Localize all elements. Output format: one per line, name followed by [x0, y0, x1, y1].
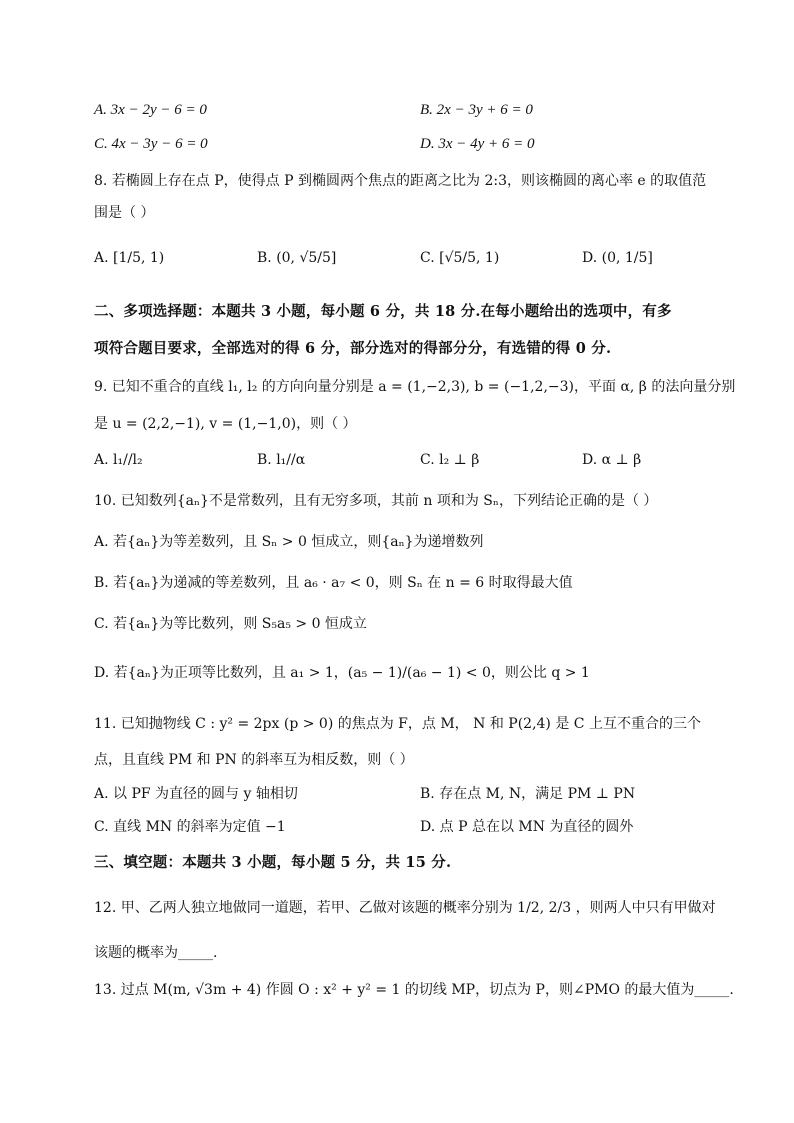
q10-option-a: A. 若{aₙ}为等差数列，且 Sₙ > 0 恒成立，则{aₙ}为递增数列 [94, 534, 484, 550]
q7-option-a: A. 3x − 2y − 6 = 0 [94, 102, 207, 118]
section2-heading-line2: 项符合题目要求，全部选对的得 6 分，部分选对的得部分分，有选错的得 0 分. [94, 340, 612, 357]
q10-option-c: C. 若{aₙ}为等比数列，则 S₅a₅ > 0 恒成立 [94, 616, 367, 632]
q10-stem: 10. 已知数列{aₙ}不是常数列，且有无穷多项，其前 n 项和为 Sₙ，下列结论正确的是（ ） [94, 493, 658, 509]
q11-option-c: C. 直线 MN 的斜率为定值 −1 [94, 819, 286, 835]
q7-option-d: D. 3x − 4y + 6 = 0 [420, 136, 535, 152]
q7-option-b: B. 2x − 3y + 6 = 0 [420, 102, 533, 118]
q11-stem-line1: 11. 已知抛物线 C : y² = 2px (p > 0) 的焦点为 F，点 M， N 和 P(2,4) 是 C 上互不重合的三个 [94, 716, 701, 732]
q10-option-b: B. 若{aₙ}为递减的等差数列，且 a₆ · a₇ < 0，则 Sₙ 在 n = 6 时取得最大值 [94, 575, 573, 591]
q13-stem: 13. 过点 M(m, √3m + 4) 作圆 O : x² + y² = 1 的切线 MP，切点为 P，则∠PMO 的最大值为_____. [94, 982, 734, 998]
q8-option-a: A. [1/5, 1) [94, 250, 165, 266]
q11-stem-line2: 点，且直线 PM 和 PN 的斜率互为相反数，则（ ） [94, 752, 414, 768]
q8-option-c: C. [√5/5, 1) [420, 250, 500, 266]
q10-option-d: D. 若{aₙ}为正项等比数列，且 a₁ > 1，(a₅ − 1)/(a₆ − 1) < 0，则公比 q > 1 [94, 665, 590, 681]
q9-stem-line1: 9. 已知不重合的直线 l₁, l₂ 的方向向量分别是 a = (1,−2,3), b = (−1,2,−3)，平面 α, β 的法向量分别 [94, 379, 736, 395]
q12-stem-line2: 该题的概率为_____. [94, 945, 218, 961]
q9-option-d: D. α ⊥ β [582, 452, 642, 468]
q8-stem-line1: 8. 若椭圆上存在点 P，使得点 P 到椭圆两个焦点的距离之比为 2:3，则该椭圆的离心率 e 的取值范 [94, 173, 707, 189]
q8-stem-line2: 围是（ ） [94, 205, 155, 221]
q11-option-a: A. 以 PF 为直径的圆与 y 轴相切 [94, 786, 298, 802]
section2-heading-line1: 二、多项选择题：本题共 3 小题，每小题 6 分，共 18 分.在每小题给出的选项中，有多 [94, 303, 672, 320]
q8-option-d: D. (0, 1/5] [582, 250, 653, 266]
q11-option-d: D. 点 P 总在以 MN 为直径的圆外 [420, 819, 634, 835]
q9-option-b: B. l₁//α [257, 452, 306, 468]
q9-option-c: C. l₂ ⊥ β [420, 452, 480, 468]
section3-heading: 三、填空题：本题共 3 小题，每小题 5 分，共 15 分. [94, 854, 452, 871]
q12-stem-line1: 12. 甲、乙两人独立地做同一道题，若甲、乙做对该题的概率分别为 1/2, 2/3 ，则两人中只有甲做对 [94, 900, 716, 916]
q8-option-b: B. (0, √5/5] [257, 250, 337, 266]
q11-option-b: B. 存在点 M, N，满足 PM ⊥ PN [420, 786, 636, 802]
q9-option-a: A. l₁//l₂ [94, 452, 143, 468]
q9-stem-line2: 是 u = (2,2,−1), v = (1,−1,0)，则（ ） [94, 416, 357, 432]
q7-option-c: C. 4x − 3y − 6 = 0 [94, 136, 208, 152]
